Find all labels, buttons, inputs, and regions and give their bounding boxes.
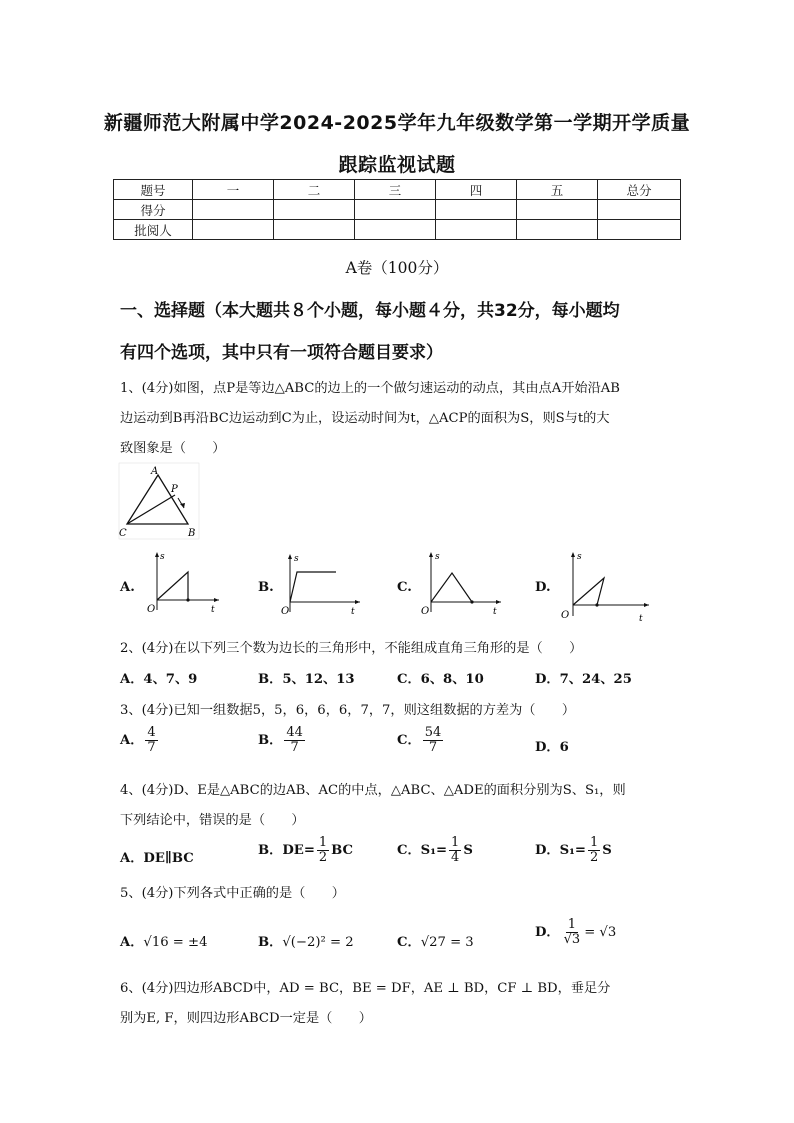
fraction — [284, 726, 305, 755]
graph-line — [290, 572, 336, 602]
denominator: 7 — [147, 740, 156, 755]
grader-row — [114, 220, 681, 240]
y-axis-arrow — [429, 552, 433, 557]
q1-option-d-graph[interactable] — [559, 548, 651, 624]
table-cell: 四 — [436, 180, 517, 200]
numerator: 44 — [286, 725, 303, 740]
label-a: A — [151, 466, 159, 477]
denominator: 2 — [589, 850, 599, 865]
q4-stem-line2: 下列结论中，错误的是（ ） — [120, 813, 305, 828]
x-axis-arrow — [214, 598, 219, 602]
fraction — [449, 836, 461, 865]
q5-option-c[interactable] — [397, 931, 474, 950]
q4-option-a[interactable]: A．DE∥BC — [120, 851, 194, 866]
y-axis-label: s — [435, 552, 440, 562]
score-table — [113, 179, 681, 240]
q1-stem-line2: 边运动到B再沿BC边运动到C为止，设运动时间为t，△ACP的面积为S，则S与t的大 — [120, 411, 610, 426]
numerator: 1 — [589, 835, 599, 850]
fraction — [145, 726, 157, 755]
q1-option-a-graph[interactable] — [143, 548, 221, 618]
score-cell[interactable] — [517, 200, 598, 220]
table-cell: 总分 — [598, 180, 681, 200]
x-axis-label: t — [211, 605, 215, 615]
q5-option-a[interactable] — [120, 931, 207, 950]
option-label: A． — [120, 935, 144, 950]
q2-option-c[interactable]: C．6、8、10 — [397, 672, 484, 687]
label-b: B — [188, 528, 196, 539]
label-p: P — [171, 484, 178, 495]
q2-option-a[interactable]: A．4、7、9 — [120, 672, 198, 687]
q1-option-b-label[interactable]: B. — [258, 580, 274, 595]
score-cell[interactable] — [193, 200, 274, 220]
grader-cell[interactable] — [193, 220, 274, 240]
math-expression: √16 = ±4 — [143, 935, 208, 950]
y-axis-label: s — [577, 552, 582, 562]
table-cell: 批阅人 — [114, 220, 193, 240]
q2-stem: 2、(4分)在以下列三个数为边长的三角形中，不能组成直角三角形的是（ ） — [120, 641, 583, 656]
option-label: B． — [258, 935, 283, 950]
graph-point — [186, 598, 189, 601]
denominator: 2 — [318, 850, 328, 865]
numerator: 1 — [567, 917, 577, 932]
option-suffix: BC — [331, 843, 354, 858]
q2-option-d[interactable]: D．7、24、25 — [535, 672, 632, 687]
y-axis-arrow — [571, 552, 575, 557]
arrow-head — [180, 503, 185, 508]
y-axis-arrow — [155, 552, 159, 557]
table-cell: 一 — [193, 180, 274, 200]
math-expression: √(−2)² = 2 — [282, 935, 354, 950]
q1-stem-line3: 致图象是（ ） — [120, 441, 226, 456]
q3-option-d[interactable]: D．6 — [535, 740, 569, 755]
score-row — [114, 200, 681, 220]
q1-stem-line1: 1、(4分)如图，点P是等边△ABC的边上的一个做匀速运动的动点，其由点A开始沿AB — [120, 381, 620, 396]
score-cell[interactable] — [598, 200, 681, 220]
denominator: 7 — [428, 740, 438, 755]
origin-label: O — [421, 606, 430, 617]
graph-line — [573, 578, 604, 605]
numerator: 54 — [424, 725, 442, 740]
q3-option-c[interactable] — [397, 726, 445, 755]
exam-title-line1: 新疆师范大附属中学2024-2025学年九年级数学第一学期开学质量 — [103, 112, 691, 134]
q6-stem-line1: 6、(4分)四边形ABCD中，AD = BC，BE = DF，AE ⊥ BD，CF ⊥ BD，垂足分 — [120, 981, 611, 996]
q4-stem-line1: 4、(4分)D、E是△ABC的边AB、AC的中点，△ABC、△ADE的面积分别为S、S₁，则 — [120, 783, 626, 798]
triangle-figure — [118, 462, 202, 542]
segment-cp — [127, 495, 175, 524]
option-prefix: D．S₁= — [535, 843, 586, 858]
q4-option-c[interactable] — [397, 836, 473, 865]
q5-stem: 5、(4分)下列各式中正确的是（ ） — [120, 886, 345, 901]
q3-stem: 3、(4分)已知一组数据5，5，6，6，6，7，7，则这组数据的方差为（ ） — [120, 703, 576, 718]
denominator: 7 — [290, 740, 299, 755]
math-expression: = √3 — [584, 925, 617, 940]
x-axis-label: t — [639, 614, 643, 624]
y-axis-arrow — [288, 554, 292, 559]
denominator: √3 — [563, 932, 581, 947]
table-cell: 二 — [274, 180, 355, 200]
q3-option-a[interactable] — [120, 726, 160, 755]
graph-line — [157, 572, 188, 600]
q6-stem-line2: 别为E, F，则四边形ABCD一定是（ ） — [120, 1011, 372, 1026]
q4-option-b[interactable] — [258, 836, 353, 865]
option-suffix: S — [602, 843, 612, 858]
x-axis-arrow — [644, 603, 649, 607]
option-label: A． — [120, 733, 144, 748]
x-axis-arrow — [496, 600, 501, 604]
q1-option-c-graph[interactable] — [419, 548, 503, 618]
x-axis-label: t — [351, 607, 355, 616]
table-cell: 五 — [517, 180, 598, 200]
grader-cell[interactable] — [517, 220, 598, 240]
x-axis-arrow — [355, 600, 360, 604]
score-cell[interactable] — [436, 200, 517, 220]
q1-option-c-label[interactable]: C. — [397, 580, 412, 595]
option-suffix: S — [463, 843, 473, 858]
table-cell: 题号 — [114, 180, 193, 200]
origin-label: O — [281, 606, 290, 616]
numerator: 1 — [318, 835, 328, 850]
origin-label: O — [561, 610, 570, 621]
q1-option-b-graph[interactable] — [280, 550, 362, 616]
option-label: D． — [535, 925, 560, 940]
option-label: B． — [258, 733, 283, 748]
math-expression: √27 = 3 — [420, 935, 474, 950]
grader-cell[interactable] — [274, 220, 355, 240]
grader-cell[interactable] — [355, 220, 436, 240]
q1-option-a-label[interactable]: A. — [120, 580, 135, 595]
q5-option-d[interactable] — [535, 918, 616, 947]
exam-title-line2: 跟踪监视试题 — [338, 154, 456, 176]
score-table-header-row — [114, 180, 681, 200]
section1-title-line2: 有四个选项，其中只有一项符合题目要求） — [120, 343, 443, 363]
x-axis-label: t — [493, 607, 497, 617]
fraction — [562, 918, 583, 947]
graph-point — [595, 603, 598, 606]
option-prefix: C．S₁= — [397, 843, 448, 858]
numerator: 4 — [147, 725, 156, 740]
table-cell: 得分 — [114, 200, 193, 220]
section1-title-line1: 一、选择题（本大题共８个小题，每小题４分，共32分，每小题均 — [120, 301, 620, 321]
q1-option-d-label[interactable]: D. — [535, 580, 551, 595]
option-prefix: B．DE= — [258, 843, 315, 858]
graph-line — [431, 573, 472, 602]
label-c: C — [119, 528, 127, 539]
q3-option-b[interactable] — [258, 726, 307, 755]
volume-title: A卷（100分） — [345, 259, 449, 277]
grader-cell[interactable] — [598, 220, 681, 240]
origin-label: O — [147, 604, 156, 615]
fraction — [423, 726, 444, 755]
score-cell[interactable] — [355, 200, 436, 220]
q4-option-d[interactable] — [535, 836, 612, 865]
grader-cell[interactable] — [436, 220, 517, 240]
q5-option-b[interactable] — [258, 931, 354, 950]
fraction — [317, 836, 329, 865]
q2-option-b[interactable]: B．5、12、13 — [258, 672, 355, 687]
denominator: 4 — [451, 850, 460, 865]
option-label: C． — [397, 935, 421, 950]
table-cell: 三 — [355, 180, 436, 200]
y-axis-label: s — [160, 552, 165, 562]
numerator: 1 — [451, 835, 460, 850]
graph-point — [470, 600, 473, 603]
y-axis-label: s — [294, 554, 299, 564]
option-label: C． — [397, 733, 421, 748]
fraction — [588, 836, 600, 865]
score-cell[interactable] — [274, 200, 355, 220]
